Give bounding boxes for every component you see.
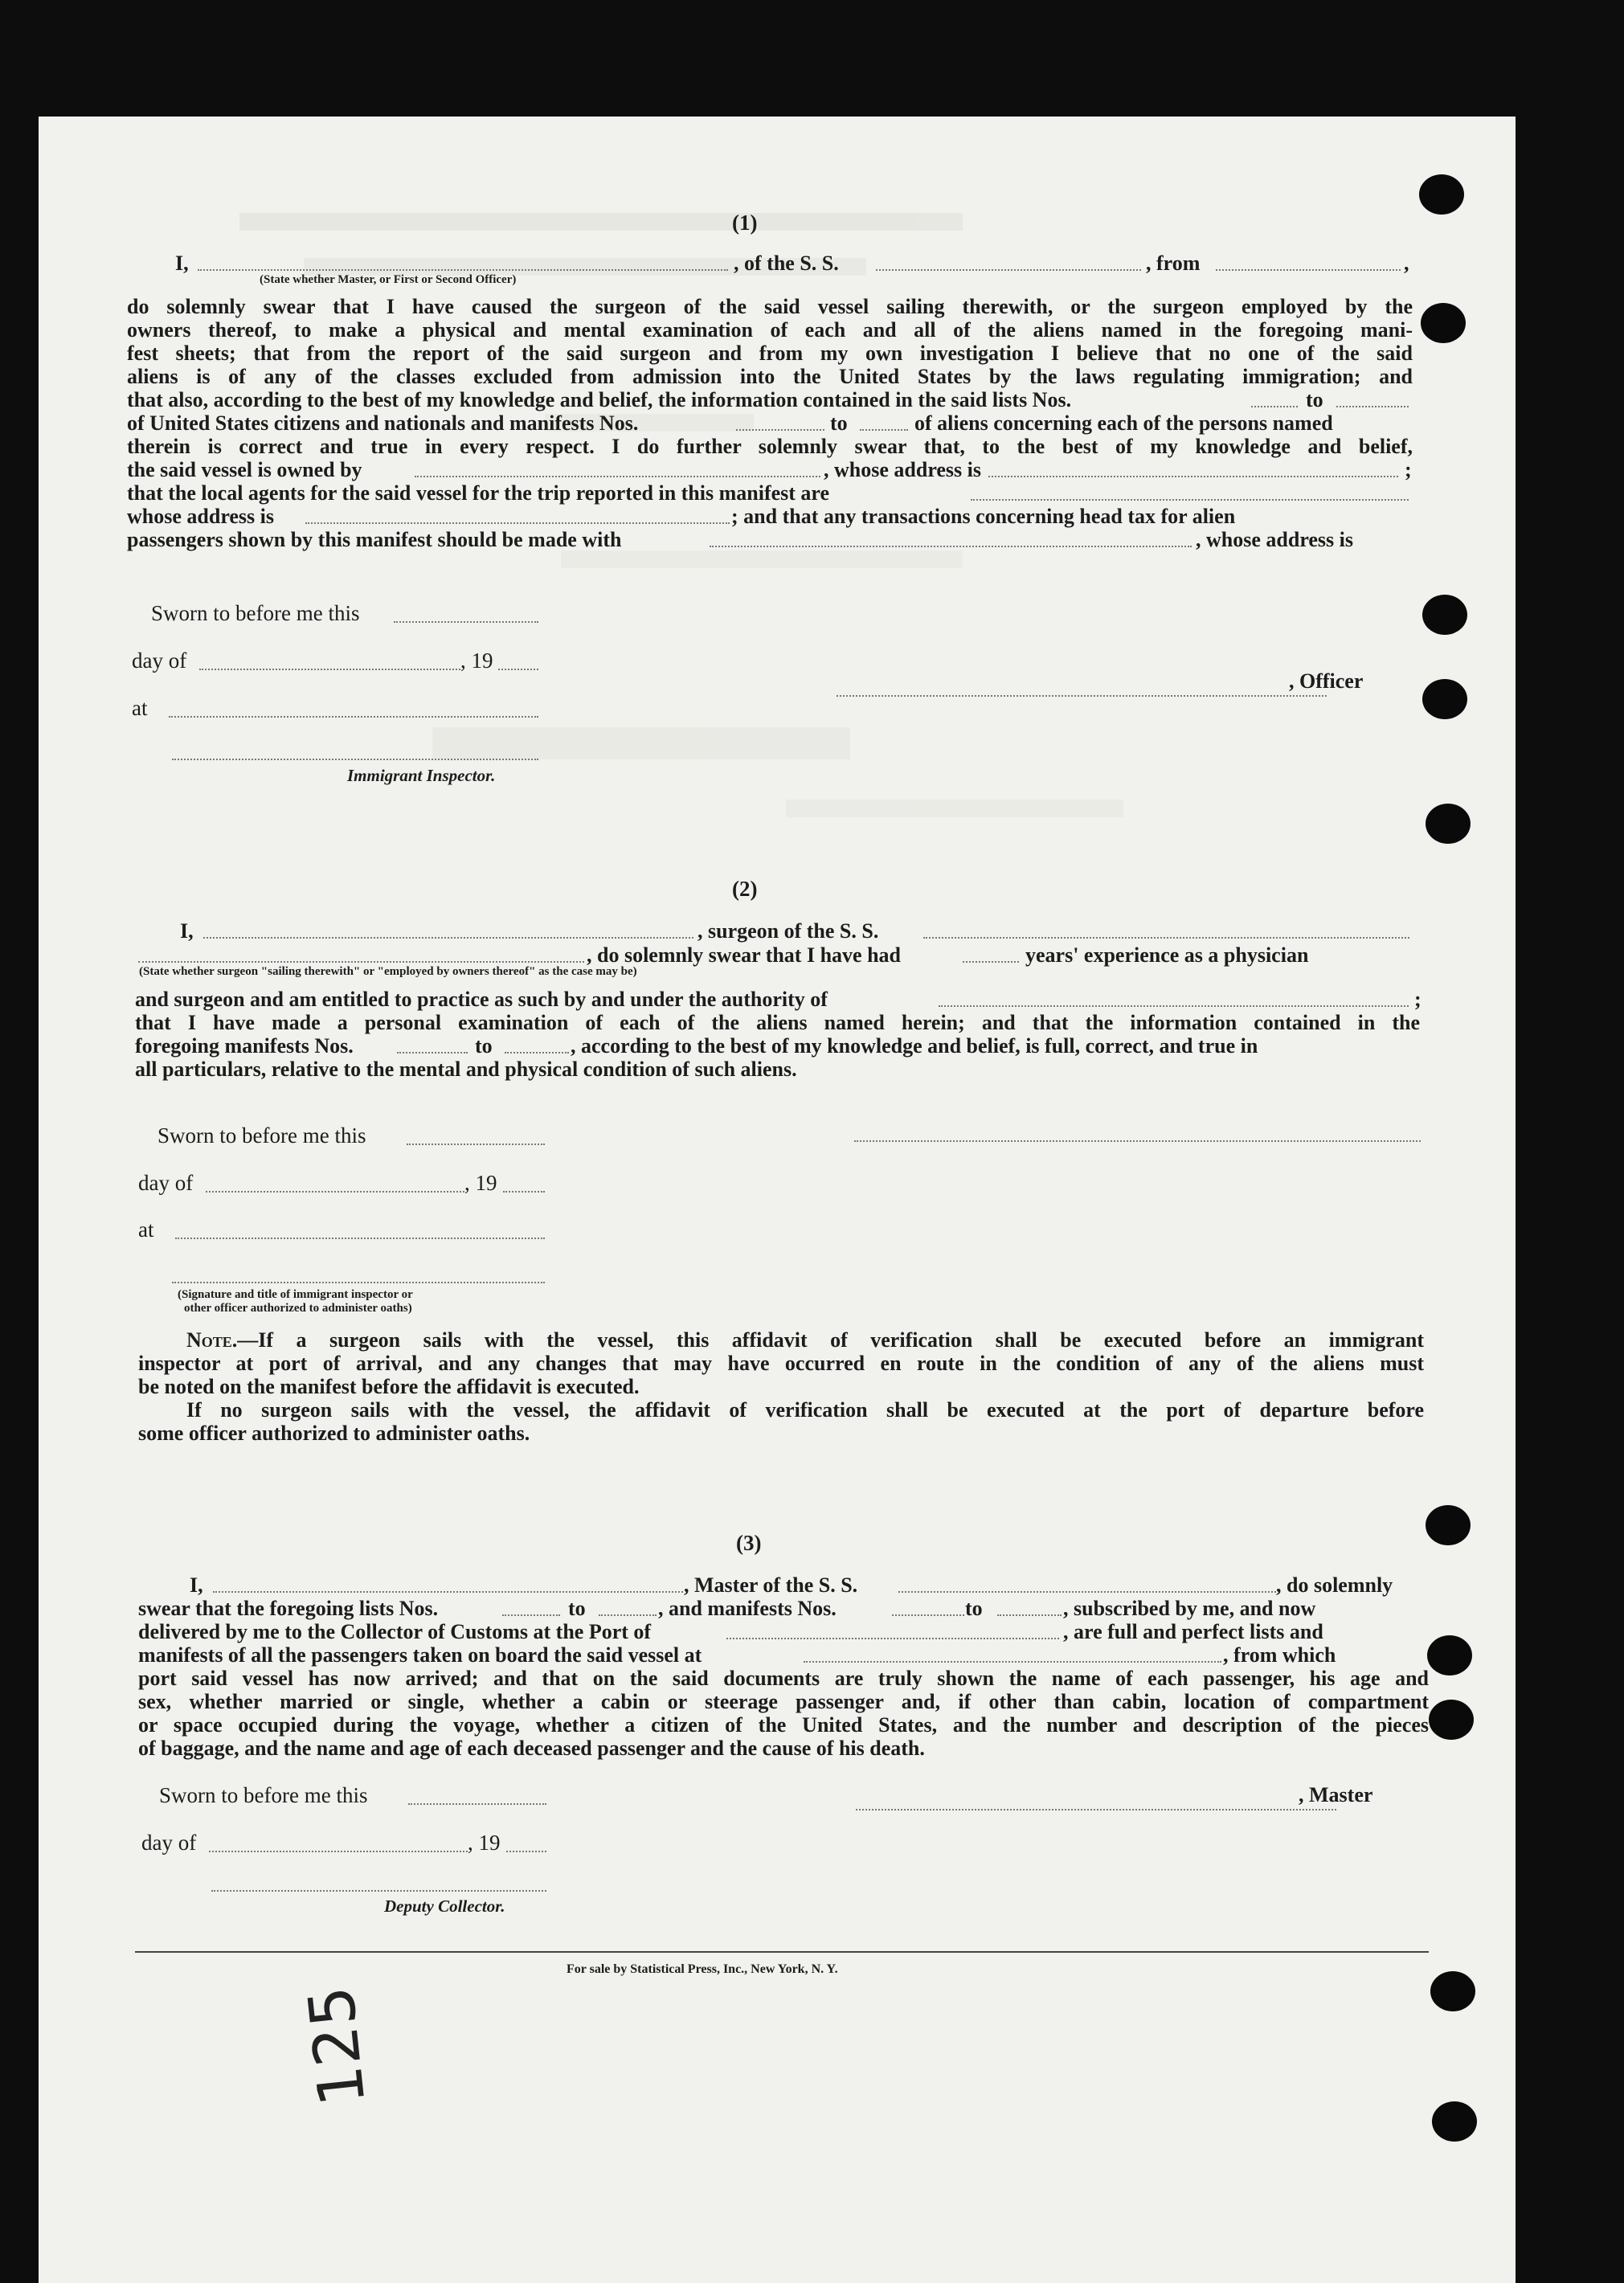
- footer-rule: [135, 1951, 1429, 1953]
- s1-line-9: that the local agents for the said vessel for the trip reported in this manifest are: [127, 481, 830, 505]
- s2-at-blank[interactable]: [175, 1223, 545, 1239]
- s2-line-4: that I have made a personal examination of each of the aliens named herein; and that the information contained in the: [135, 1011, 1420, 1034]
- document-page: [39, 117, 1516, 2283]
- s1-line-6a: of United States citizens and nationals and manifests Nos.: [127, 411, 639, 435]
- s1-line-11a: passengers shown by this manifest should be made with: [127, 528, 622, 551]
- s1-vessel-blank[interactable]: [876, 255, 1141, 271]
- punch-hole: [1426, 1505, 1471, 1545]
- s1-line-6b: to: [830, 411, 848, 435]
- section-2-number: (2): [732, 877, 758, 901]
- s1-line-11b: , whose address is: [1196, 528, 1354, 551]
- s1-at-label: at: [132, 696, 148, 720]
- s1-line-1: do solemnly swear that I have caused the surgeon of the said vessel sailing therewith, or the surgeon employed by the: [127, 295, 1413, 318]
- s3-line-2c: , and manifests Nos.: [658, 1597, 837, 1620]
- s1-line-8a: the said vessel is owned by: [127, 458, 362, 481]
- s1-year-blank[interactable]: [498, 654, 538, 670]
- s2-line-3a: and surgeon and am entitled to practice as such by and under the authority of: [135, 988, 828, 1011]
- s3-manifest-from-blank[interactable]: [892, 1600, 964, 1616]
- punch-hole: [1427, 1635, 1472, 1675]
- s3-i-label: I,: [190, 1573, 203, 1597]
- s1-semicolon: ;: [1405, 458, 1412, 481]
- s3-line-8: of baggage, and the name and age of each deceased passenger and the cause of his death.: [138, 1737, 925, 1760]
- s2-semicolon: ;: [1414, 988, 1422, 1011]
- note-line-4: If no surgeon sails with the vessel, the affidavit of verification shall be executed at the port of departure before: [186, 1398, 1424, 1422]
- s3-line-2a: swear that the foregoing lists Nos.: [138, 1597, 439, 1620]
- s2-years-label: years' experience as a physician: [1025, 943, 1309, 967]
- s3-vessel-blank[interactable]: [898, 1577, 1276, 1593]
- s1-officer-signature-blank[interactable]: [837, 681, 1327, 697]
- s3-line-2e: , subscribed by me, and now: [1063, 1597, 1316, 1620]
- s2-dayof-label: day of: [138, 1171, 194, 1195]
- s1-owner-blank[interactable]: [415, 461, 820, 477]
- s2-signature-line[interactable]: [172, 1282, 545, 1283]
- s3-line-2d: to: [965, 1597, 983, 1620]
- note-line-3: be noted on the manifest before the affidavit is executed.: [138, 1375, 640, 1398]
- s1-caption: (State whether Master, or First or Second Officer): [260, 273, 517, 286]
- s1-at-blank[interactable]: [169, 702, 538, 718]
- s1-from-label: , from: [1146, 252, 1201, 275]
- s3-year-label: , 19: [468, 1831, 501, 1855]
- s2-day-blank[interactable]: [206, 1176, 464, 1193]
- s2-sworn-blank[interactable]: [407, 1129, 545, 1145]
- s3-line-3a: delivered by me to the Collector of Customs at the Port of: [138, 1620, 652, 1643]
- s1-day-blank[interactable]: [199, 654, 460, 670]
- s2-surgeon-signature-line[interactable]: [854, 1140, 1421, 1142]
- s2-line-5a: foregoing manifests Nos.: [135, 1034, 354, 1058]
- s3-deputy-label: Deputy Collector.: [384, 1896, 505, 1916]
- s2-line-6: all particulars, relative to the mental and physical condition of such aliens.: [135, 1058, 797, 1081]
- s1-line-3: fest sheets; that from the report of the said surgeon and from my own investigation I believe that no one of the said: [127, 342, 1413, 365]
- s3-line-6: sex, whether married or single, whether a cabin or steerage passenger and, if other than cabin, location of compartment: [138, 1690, 1429, 1713]
- s2-manifest-to-blank[interactable]: [505, 1037, 569, 1054]
- s2-authority-blank[interactable]: [939, 991, 1409, 1007]
- s2-line-5b: to: [475, 1034, 493, 1058]
- s2-name-blank[interactable]: [203, 923, 693, 939]
- s1-line-4: aliens is of any of the classes excluded from admission into the United States by the laws regulating immigration; and: [127, 365, 1413, 388]
- s2-sigcap-1: (Signature and title of immigrant inspector or: [178, 1288, 413, 1301]
- s3-master-signature-blank[interactable]: [856, 1794, 1336, 1810]
- s1-from-blank[interactable]: [1216, 255, 1401, 271]
- s3-line-4a: manifests of all the passengers taken on board the said vessel at: [138, 1643, 702, 1667]
- s2-vessel-blank[interactable]: [923, 923, 1409, 939]
- s1-manifest-to-blank[interactable]: [860, 415, 908, 431]
- s3-day-blank[interactable]: [209, 1836, 468, 1852]
- s2-sigcap-2: other officer authorized to administer oaths): [184, 1302, 412, 1315]
- s1-manifest-from-blank[interactable]: [736, 415, 824, 431]
- s1-sworn-label: Sworn to before me this: [151, 601, 360, 625]
- s3-name-blank[interactable]: [213, 1577, 683, 1593]
- s2-manifest-from-blank[interactable]: [397, 1037, 468, 1054]
- punch-hole: [1429, 1700, 1474, 1740]
- punch-hole: [1422, 679, 1467, 719]
- s3-line-7: or space occupied during the voyage, whether a citizen of the United States, and the number and description of the pieces: [138, 1713, 1429, 1737]
- s3-sworn-label: Sworn to before me this: [159, 1783, 368, 1807]
- s1-comma: ,: [1404, 252, 1409, 275]
- punch-hole: [1432, 2101, 1477, 2142]
- s1-lists-from-blank[interactable]: [1251, 391, 1298, 407]
- s3-master-ss-label: , Master of the S. S.: [684, 1573, 858, 1597]
- s2-year-blank[interactable]: [503, 1176, 545, 1193]
- s1-owner-address-blank[interactable]: [988, 461, 1398, 477]
- s1-officer-label: , Officer: [1289, 669, 1364, 693]
- punch-hole: [1430, 1971, 1475, 2011]
- s2-caption: (State whether surgeon "sailing therewith" or "employed by owners thereof" as the case may be): [139, 965, 637, 978]
- section-3-number: (3): [736, 1531, 762, 1555]
- s1-line-5b: to: [1306, 388, 1323, 411]
- s3-sworn-blank[interactable]: [408, 1789, 546, 1805]
- s3-deputy-signature-line[interactable]: [211, 1890, 546, 1892]
- s1-agents-blank[interactable]: [971, 485, 1409, 501]
- s1-line-5a: that also, according to the best of my knowledge and belief, the information contained in the said lists Nos.: [127, 388, 1072, 411]
- s1-lists-to-blank[interactable]: [1336, 391, 1409, 407]
- s1-sworn-blank[interactable]: [394, 607, 538, 623]
- s3-master-label: , Master: [1299, 1783, 1373, 1806]
- s1-line-6c: of aliens concerning each of the persons named: [914, 411, 1333, 435]
- section-1-number: (1): [732, 211, 758, 235]
- s3-year-blank[interactable]: [506, 1836, 546, 1852]
- s1-line-10b: ; and that any transactions concerning head tax for alien: [731, 505, 1236, 528]
- s1-ss-label: , of the S. S.: [734, 252, 839, 275]
- note-label: Note.: [186, 1328, 238, 1352]
- s2-surgeon-label: , surgeon of the S. S.: [697, 919, 879, 943]
- handwritten-page-number: 125: [295, 1982, 380, 2109]
- printer-footer: For sale by Statistical Press, Inc., New York, N. Y.: [567, 1962, 838, 1976]
- s1-i-label: I,: [175, 252, 189, 275]
- s3-lists-from-blank[interactable]: [502, 1600, 560, 1616]
- s1-dayof-label: day of: [132, 648, 187, 673]
- s3-line-5: port said vessel has now arrived; and that on the said documents are truly shown the name of each passenger, his age and: [138, 1667, 1429, 1690]
- s3-boarded-at-blank[interactable]: [804, 1647, 1221, 1663]
- s3-line-2b: to: [568, 1597, 586, 1620]
- s1-inspector-label: Immigrant Inspector.: [347, 766, 496, 785]
- note-line-5: some officer authorized to administer oaths.: [138, 1422, 530, 1445]
- s1-headtax-blank[interactable]: [710, 531, 1192, 547]
- s2-years-blank[interactable]: [963, 947, 1019, 963]
- s1-line-8b: , whose address is: [824, 458, 982, 481]
- punch-hole: [1422, 595, 1467, 635]
- s3-dayof-label: day of: [141, 1831, 197, 1855]
- s3-line-4b: , from which: [1223, 1643, 1336, 1667]
- s1-year-label: , 19: [460, 648, 493, 673]
- s3-manifest-to-blank[interactable]: [997, 1600, 1062, 1616]
- s1-name-blank[interactable]: [198, 255, 728, 271]
- s2-i-label: I,: [180, 919, 194, 943]
- s3-line-3b: , are full and perfect lists and: [1063, 1620, 1323, 1643]
- punch-hole: [1419, 174, 1464, 215]
- punch-hole: [1426, 804, 1471, 844]
- s2-sworn-label: Sworn to before me this: [157, 1123, 366, 1148]
- s1-agents-address-blank[interactable]: [305, 508, 730, 524]
- s3-port-blank[interactable]: [726, 1623, 1059, 1639]
- s1-line-2: owners thereof, to make a physical and mental examination of each and all of the aliens named in the foregoing mani-: [127, 318, 1413, 342]
- s2-capacity-blank[interactable]: [138, 947, 584, 963]
- s3-solemnly-label: , do solemnly: [1276, 1573, 1393, 1597]
- note-line-1: —If a surgeon sails with the vessel, this affidavit of verification shall be executed before an immigrant: [237, 1328, 1424, 1352]
- s2-year-label: , 19: [464, 1171, 497, 1195]
- s2-swear-label: , do solemnly swear that I have had: [587, 943, 902, 967]
- s2-line-5c: , according to the best of my knowledge and belief, is full, correct, and true in: [571, 1034, 1258, 1058]
- s1-line-7: therein is correct and true in every respect. I do further solemnly swear that, to the best of my knowledge and belief,: [127, 435, 1413, 458]
- s1-line-10a: whose address is: [127, 505, 275, 528]
- note-line-2: inspector at port of arrival, and any changes that may have occurred en route in the condition of any of the aliens must: [138, 1352, 1424, 1375]
- s2-at-label: at: [138, 1217, 154, 1242]
- punch-hole: [1421, 303, 1466, 343]
- s1-inspector-signature-line[interactable]: [172, 759, 538, 760]
- s3-lists-to-blank[interactable]: [599, 1600, 657, 1616]
